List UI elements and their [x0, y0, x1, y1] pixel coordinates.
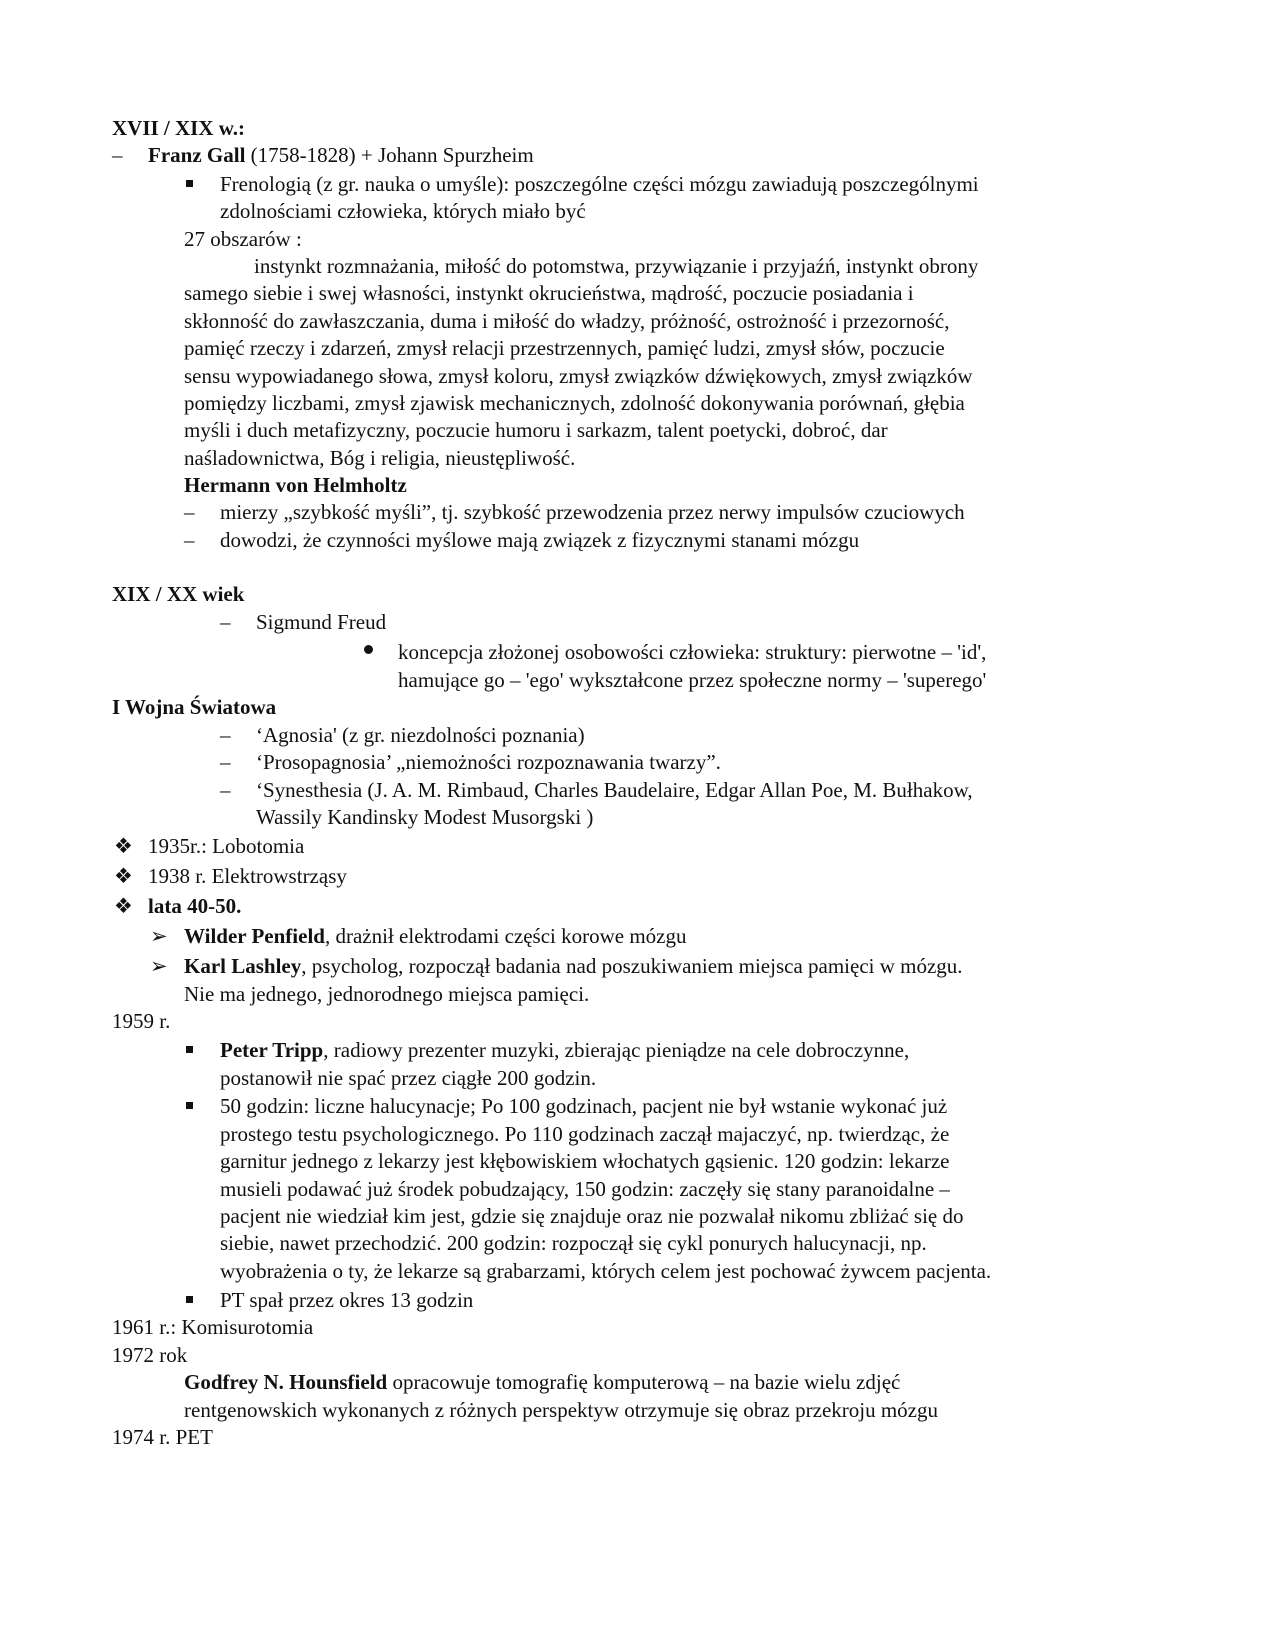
hours-line: wyobrażenia o ty, że lekarze są grabarzami, których celem jest pochować żywcem pacjenta. [220, 1259, 992, 1283]
areas-line: sensu wypowiadanego słowa, zmysł koloru, zmysł związków dźwiękowych, zmysł związków [184, 364, 973, 388]
hours-line: 50 godzin: liczne halucynacje; Po 100 godzinach, pacjent nie był wstanie wykonać już [220, 1094, 948, 1118]
dash-bullet: – [220, 750, 231, 774]
dash-bullet: – [220, 778, 231, 802]
areas-line: naśladownictwa, Bóg i religia, nieustępliwość. [184, 446, 576, 470]
ww1-item: ‘Prosopagnosia’ „niemożności rozpoznawania twarzy”. [256, 750, 721, 774]
helmholtz-item: mierzy „szybkość myśli”, tj. szybkość przewodzenia przez nerwy impulsów czuciowych [220, 500, 965, 524]
lashley-line [184, 952, 963, 980]
diamond-bullet-icon: ❖ [114, 834, 133, 858]
arrow-bullet-icon: ➢ [150, 954, 168, 978]
hours-line: siebie, nawet przechodzić. 200 godzin: rozpoczął się cykl ponurych halucynacji, np. [220, 1231, 927, 1255]
date-entry: 1935r.: Lobotomia [148, 834, 305, 858]
helmholtz-name: Hermann von Helmholtz [184, 473, 407, 497]
arrow-bullet-icon: ➢ [150, 924, 168, 948]
freud-concept: koncepcja złożonej osobowości człowieka: struktury: pierwotne – 'id', [398, 640, 987, 664]
freud-name: Sigmund Freud [256, 610, 387, 634]
diamond-bullet-icon: ❖ [114, 894, 133, 918]
square-bullet [186, 180, 193, 187]
ww1-item: ‘Agnosia' (z gr. niezdolności poznania) [256, 723, 585, 747]
ww1-item: ‘Synesthesia (J. A. M. Rimbaud, Charles Baudelaire, Edgar Allan Poe, M. Bułhakow, [256, 778, 973, 802]
penfield-details: , drażnił elektrodami części korowe mózgu [324, 924, 687, 948]
gall-details: (1758-1828) + Johann Spurzheim [245, 143, 534, 167]
gall-name: Franz Gall [148, 143, 246, 167]
round-bullet [364, 645, 373, 654]
year-label: 1959 r. [112, 1009, 171, 1033]
hours-line: prostego testu psychologicznego. Po 110 godzinach zaczął majaczyć, np. twierdząc, że [220, 1122, 950, 1146]
hounsfield-line [184, 1368, 900, 1396]
penfield-name: Wilder Penfield [184, 924, 325, 948]
section-heading: XVII / XIX w.: [112, 116, 246, 140]
hours-line: pacjent nie wiedział kim jest, gdzie się znajduje oraz nie pozwalał nikomu zbliżać się do [220, 1204, 964, 1228]
helmholtz-item: dowodzi, że czynności myślowe mają związek z fizycznymi stanami mózgu [220, 528, 860, 552]
dash-bullet: – [220, 610, 231, 634]
hounsfield-name: Godfrey N. Hounsfield [184, 1370, 388, 1394]
areas-line: skłonność do zawłaszczania, duma i miłość do władzy, próżność, ostrożność i przezorność, [184, 309, 950, 333]
tripp-name: Peter Tripp [220, 1038, 324, 1062]
areas-line: pamięć rzeczy i zdarzeń, zmysł relacji przestrzennych, pamięć ludzi, zmysł słów, poczucie [184, 336, 945, 360]
lashley-details: , psycholog, rozpoczął badania nad poszukiwaniem miejsca pamięci w mózgu. [301, 954, 963, 978]
tripp-line [220, 1036, 909, 1064]
hours-line: garnitur jednego z lekarzy jest kłębowiskiem włochatych gąsienic. 120 godzin: lekarze [220, 1149, 950, 1173]
year-label: 1961 r.: Komisurotomia [112, 1315, 314, 1339]
square-bullet [186, 1046, 193, 1053]
ww1-item: Wassily Kandinsky Modest Musorgski ) [256, 805, 594, 829]
areas-line: pomiędzy liczbami, zmysł zjawisk mechanicznych, zdolność dokonywania porównań, głębia [184, 391, 965, 415]
freud-concept: hamujące go – 'ego' wykształcone przez społeczne normy – 'superego' [398, 668, 987, 692]
diamond-bullet-icon: ❖ [114, 864, 133, 888]
lashley-line: Nie ma jednego, jednorodnego miejsca pamięci. [184, 982, 590, 1006]
square-bullet [186, 1296, 193, 1303]
year-label: 1972 rok [112, 1343, 188, 1367]
penfield-line [184, 922, 687, 950]
dash-bullet: – [112, 143, 123, 167]
section-heading: I Wojna Światowa [112, 695, 277, 719]
hours-line: musieli podawać już środek pobudzający, 150 godzin: zaczęły się stany paranoidalne – [220, 1177, 950, 1201]
hounsfield-details: opracowuje tomografię komputerową – na bazie wielu zdjęć [387, 1370, 901, 1394]
date-entry: lata 40-50. [148, 894, 242, 918]
areas-line: myśli i duch metafizyczny, poczucie humoru i sarkazm, talent poetycki, dobroć, dar [184, 418, 888, 442]
phrenology-text: zdolnościami człowieka, których miało być [220, 199, 586, 223]
date-entry: 1938 r. Elektrowstrząsy [148, 864, 347, 888]
section-heading: XIX / XX wiek [112, 582, 245, 606]
gall-line [148, 141, 534, 169]
dash-bullet: – [220, 723, 231, 747]
tripp-line: postanowił nie spać przez ciągłe 200 godzin. [220, 1066, 597, 1090]
year-label: 1974 r. PET [112, 1425, 213, 1449]
areas-line: instynkt rozmnażania, miłość do potomstwa, przywiązanie i przyjaźń, instynkt obrony [254, 254, 979, 278]
dash-bullet: – [184, 528, 195, 552]
square-bullet [186, 1102, 193, 1109]
areas-line: samego siebie i swej własności, instynkt okrucieństwa, mądrość, poczucie posiadania i [184, 281, 914, 305]
hounsfield-line: rentgenowskich wykonanych z różnych perspektyw otrzymuje się obraz przekroju mózgu [184, 1398, 939, 1422]
tripp-details: , radiowy prezenter muzyki, zbierając pieniądze na cele dobroczynne, [323, 1038, 910, 1062]
areas-label: 27 obszarów : [184, 227, 302, 251]
phrenology-text: Frenologią (z gr. nauka o umyśle): poszczególne części mózgu zawiadują poszczególnymi [220, 172, 979, 196]
dash-bullet: – [184, 500, 195, 524]
pt-line: PT spał przez okres 13 godzin [220, 1288, 474, 1312]
lashley-name: Karl Lashley [184, 954, 302, 978]
